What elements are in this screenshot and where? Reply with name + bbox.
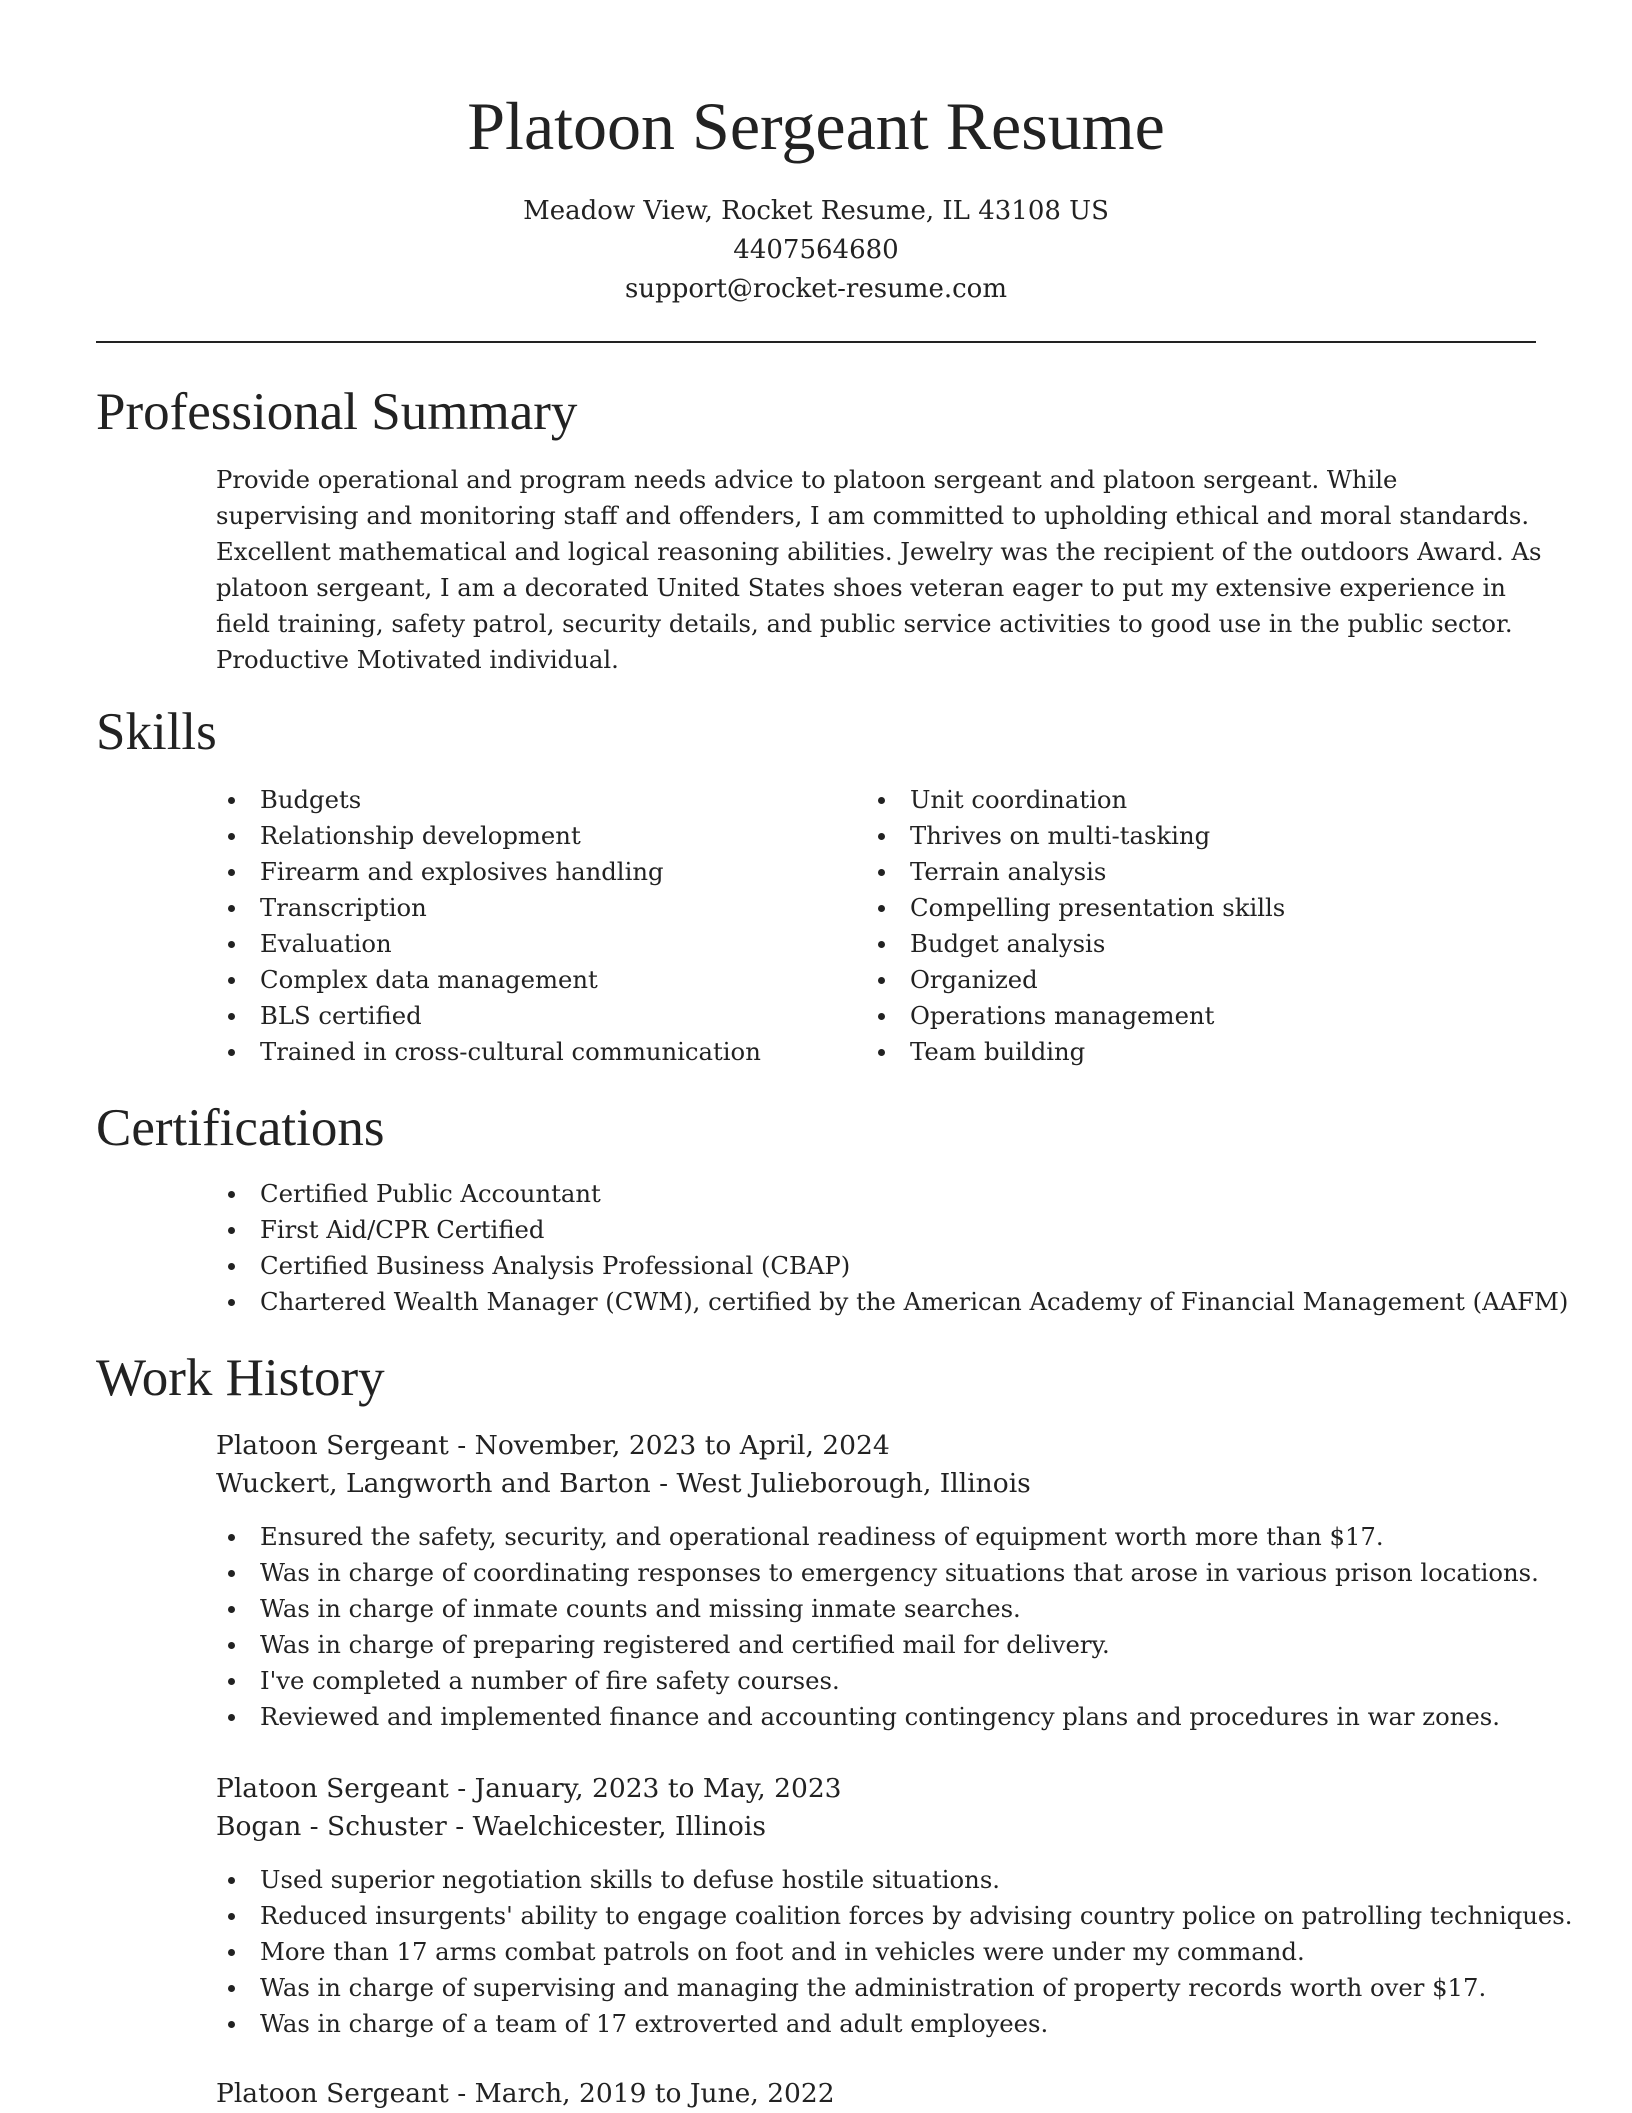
header-divider [96,341,1536,343]
job-title: Platoon Sergeant [216,2078,449,2109]
skills-list-right [866,782,1466,1070]
list-item: Certified Public Accountant [216,1176,1546,1212]
list-item: Budget analysis [866,926,1466,962]
list-item: Was in charge of coordinating responses to emergency situations that arose in various prison locations. [216,1555,1546,1591]
contact-info [0,192,1632,309]
contact-email: support@rocket-resume.com [624,274,1007,304]
list-item: Complex data management [216,962,816,998]
contact-address: Meadow View, Rocket Resume, IL 43108 US [523,196,1109,226]
separator: - [457,1773,475,1804]
separator: - [457,1430,475,1461]
list-item: Was in charge of inmate counts and missing inmate searches. [216,1591,1546,1627]
list-item: Budgets [216,782,816,818]
separator: - [455,1811,473,1842]
job-company: Wuckert, Langworth and Barton [216,1468,651,1499]
certifications-list [216,1176,1569,1320]
job-dates: November, 2023 to April, 2024 [474,1430,890,1461]
job-entry [216,1427,1031,1503]
job-title: Platoon Sergeant [216,1430,449,1461]
job-dates: January, 2023 to May, 2023 [474,1773,842,1804]
list-item: Evaluation [216,926,816,962]
list-item: Compelling presentation skills [866,890,1466,926]
list-item: Transcription [216,890,816,926]
list-item: Was in charge of a team of 17 extroverted and adult employees. [216,2006,1546,2042]
list-item: Reviewed and implemented finance and accounting contingency plans and procedures in war zones. [216,1699,1546,1735]
job-dates: March, 2019 to June, 2022 [474,2078,835,2109]
list-item: Was in charge of supervising and managing the administration of property records worth over $17. [216,1970,1546,2006]
list-item: Trained in cross-cultural communication [216,1034,816,1070]
job-company-line [216,1465,1031,1503]
list-item: Operations management [866,998,1466,1034]
list-item: Firearm and explosives handling [216,854,816,890]
job-entry [216,1770,842,1846]
list-item: Ensured the safety, security, and operational readiness of equipment worth more than $17. [216,1519,1546,1555]
job-entry [216,2075,835,2113]
contact-phone: 4407564680 [733,235,899,265]
summary-text: Provide operational and program needs advice to platoon sergeant and platoon sergeant. While supervising and monitoring staff and offenders, I am committed to upholding ethical and moral standards. Excellent mathematical and logical reasoning abilities. Jewelry was the recipient of the outdoors Award. As platoon sergeant, I am a decorated United States shoes veteran eager to put my extensive experience in field training, safety patrol, security details, and public service activities to good use in the public sector. Productive Motivated individual. [216,465,1542,674]
list-item: Chartered Wealth Manager (CWM), certified by the American Academy of Financial Management (AAFM) [216,1284,1546,1320]
list-item: Organized [866,962,1466,998]
list-item: First Aid/CPR Certified [216,1212,1546,1248]
list-item: Terrain analysis [866,854,1466,890]
certifications-heading: Certifications [96,1099,385,1157]
list-item: Team building [866,1034,1466,1070]
list-item: Was in charge of preparing registered and certified mail for delivery. [216,1627,1546,1663]
job-location: West Julieborough, Illinois [676,1468,1031,1499]
job-location: Waelchicester, Illinois [472,1811,766,1842]
job-bullets [216,1519,1546,1735]
list-item: More than 17 arms combat patrols on foot and in vehicles were under my command. [216,1934,1546,1970]
work-history-heading: Work History [96,1349,385,1407]
skills-heading: Skills [96,703,217,761]
list-item: Relationship development [216,818,816,854]
list-item: Certified Business Analysis Professional (CBAP) [216,1248,1546,1284]
job-bullets [216,1862,1573,2042]
list-item: I've completed a number of fire safety courses. [216,1663,1546,1699]
separator: - [659,1468,677,1499]
separator: - [457,2078,475,2109]
job-title: Platoon Sergeant [216,1773,449,1804]
summary-heading: Professional Summary [96,383,578,441]
list-item: Used superior negotiation skills to defuse hostile situations. [216,1862,1546,1898]
job-company-line [216,1808,842,1846]
job-title-line [216,1427,1031,1465]
resume-title: Platoon Sergeant Resume [467,88,1165,164]
job-company: Bogan - Schuster [216,1811,447,1842]
job-title-line [216,2075,835,2113]
list-item: Unit coordination [866,782,1466,818]
skills-list-left [216,782,816,1070]
list-item: Reduced insurgents' ability to engage coalition forces by advising country police on patrolling techniques. [216,1898,1546,1934]
job-title-line [216,1770,842,1808]
list-item: Thrives on multi-tasking [866,818,1466,854]
list-item: BLS certified [216,998,816,1034]
